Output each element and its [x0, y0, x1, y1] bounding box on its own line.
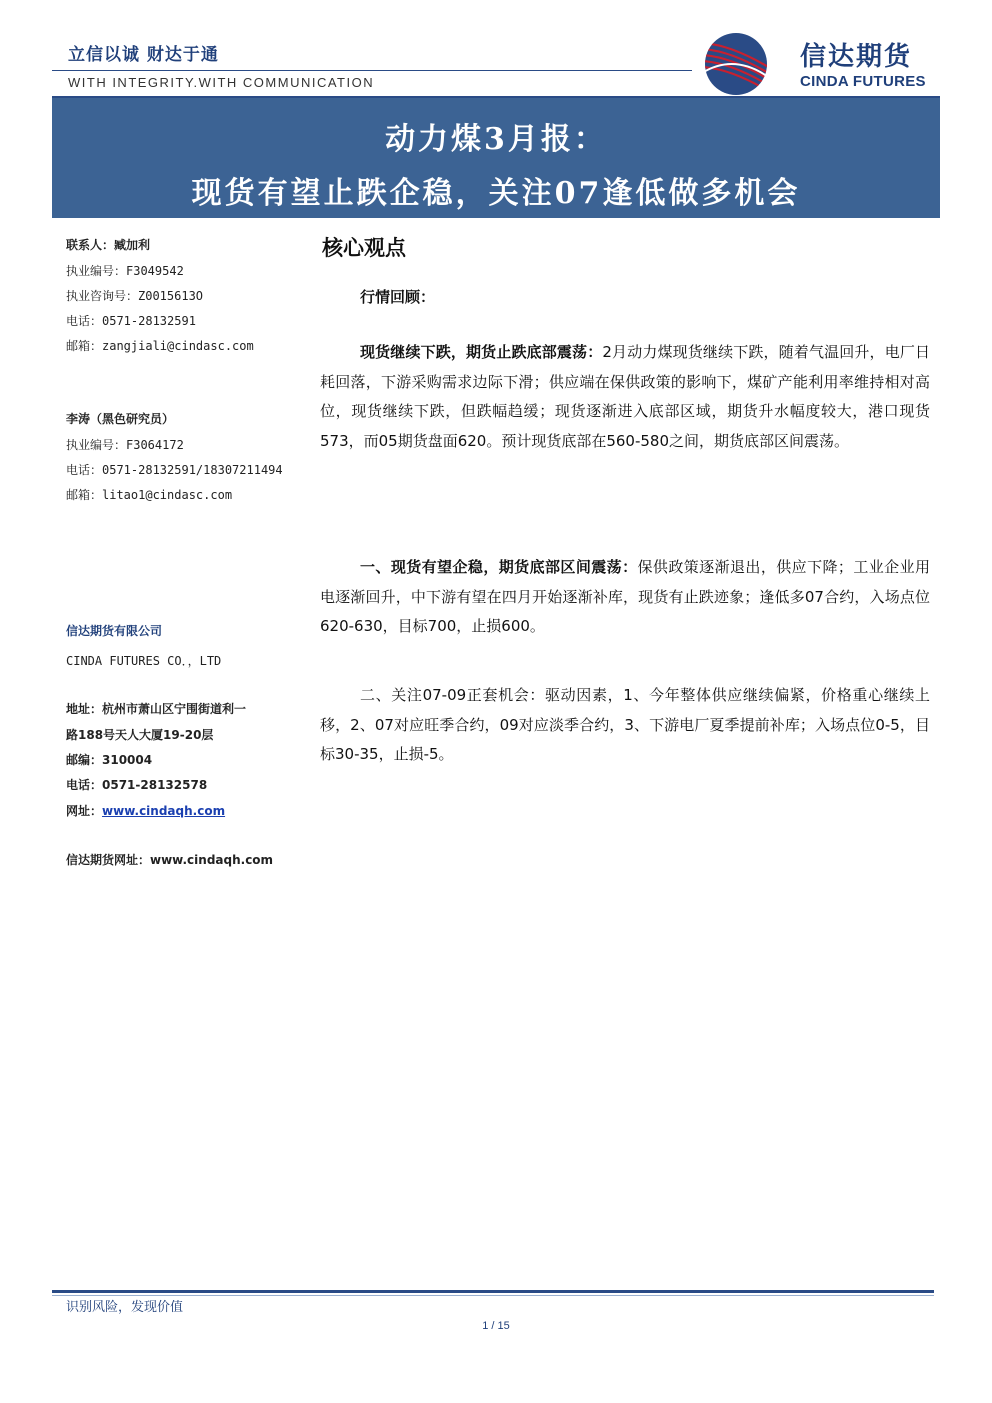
contact1-name: 联系人：臧加利: [66, 238, 151, 252]
report-subtitle: 现货有望止跌企稳，关注07逢低做多机会: [191, 176, 801, 211]
contact1-consult: 执业咨询号：Z0015613O: [66, 289, 204, 303]
title-banner: [52, 98, 940, 218]
paragraph1-lead: 现货继续下跌，期货止跌底部震荡：: [360, 343, 603, 361]
postcode: 邮编：310004: [66, 753, 153, 767]
footer-rule-thin: [52, 1295, 934, 1296]
header-divider: [52, 70, 692, 71]
address-line1: 地址：杭州市萧山区宁围街道利一: [66, 702, 247, 716]
company-name-cn: 信达期货有限公司: [66, 624, 163, 638]
logo-text-cn: 信达期货: [800, 42, 913, 72]
market-review-heading: 行情回顾：: [360, 288, 436, 306]
paragraph-market-review: [320, 338, 930, 456]
paragraph-view-one: [320, 553, 930, 642]
page-number: 1 / 15: [482, 1320, 510, 1332]
website-link[interactable]: www.cindaqh.com: [102, 804, 226, 818]
contact1-license: 执业编号：F3049542: [66, 264, 184, 278]
header-slogan-en: WITH INTEGRITY.WITH COMMUNICATION: [68, 75, 375, 90]
contact2-license: 执业编号：F3064172: [66, 438, 184, 452]
footer-motto: 识别风险，发现价值: [66, 1300, 184, 1315]
contact2-name: 李涛（黑色研究员）: [66, 412, 175, 426]
website-label: 网址：: [66, 804, 103, 818]
contact2-email: 邮箱：litao1@cindasc.com: [66, 488, 233, 502]
paragraph1-body: 2月动力煤现货继续下跌，随着气温回升，电厂日耗回落，下游采购需求边际下滑；供应端在保供政策的影响下，煤矿产能利用率维持相对高位，现货继续下跌，但跌幅趋缓；现货逐渐进入底部区域，期货升水幅度较大，港口现货573，而05期货盘面620。预计现货底部在560-580之间，期货底部区间震荡。: [320, 343, 930, 450]
contact2-phone: 电话：0571-28132591/18307211494: [66, 463, 283, 477]
company-phone: 电话：0571-28132578: [66, 778, 208, 792]
site-line: 信达期货网址：www.cindaqh.com: [66, 853, 274, 867]
paragraph-view-two: 二、关注07-09正套机会：驱动因素，1、今年整体供应继续偏紧，价格重心继续上移，2、07对应旺季合约，09对应淡季合约，3、下游电厂夏季提前补库；入场点位0-5，目标30-35，止损-5。: [320, 686, 930, 764]
logo-text-en: CINDA FUTURES: [800, 73, 926, 90]
header-slogan-cn: 立信以诚 财达于通: [68, 45, 219, 65]
contact1-phone: 电话：0571-28132591: [66, 314, 196, 328]
company-name-en: CINDA FUTURES CO．，LTD: [66, 654, 222, 668]
report-title: 动力煤3月报：: [385, 122, 607, 157]
core-view-heading: 核心观点: [322, 235, 406, 260]
address-line2: 路188号天人大厦19-20层: [66, 728, 214, 742]
contact1-email: 邮箱：zangjiali@cindasc.com: [66, 339, 254, 353]
footer-rule: [52, 1290, 934, 1293]
paragraph2-lead: 一、现货有望企稳，期货底部区间震荡：: [360, 558, 638, 576]
website-row: [66, 802, 225, 819]
paragraph2-body: 保供政策逐渐退出，供应下降；工业企业用电逐渐回升，中下游有望在四月开始逐渐补库，现货有止跌迹象；逢低多07合约，入场点位620-630，目标700，止损600。: [320, 558, 930, 636]
